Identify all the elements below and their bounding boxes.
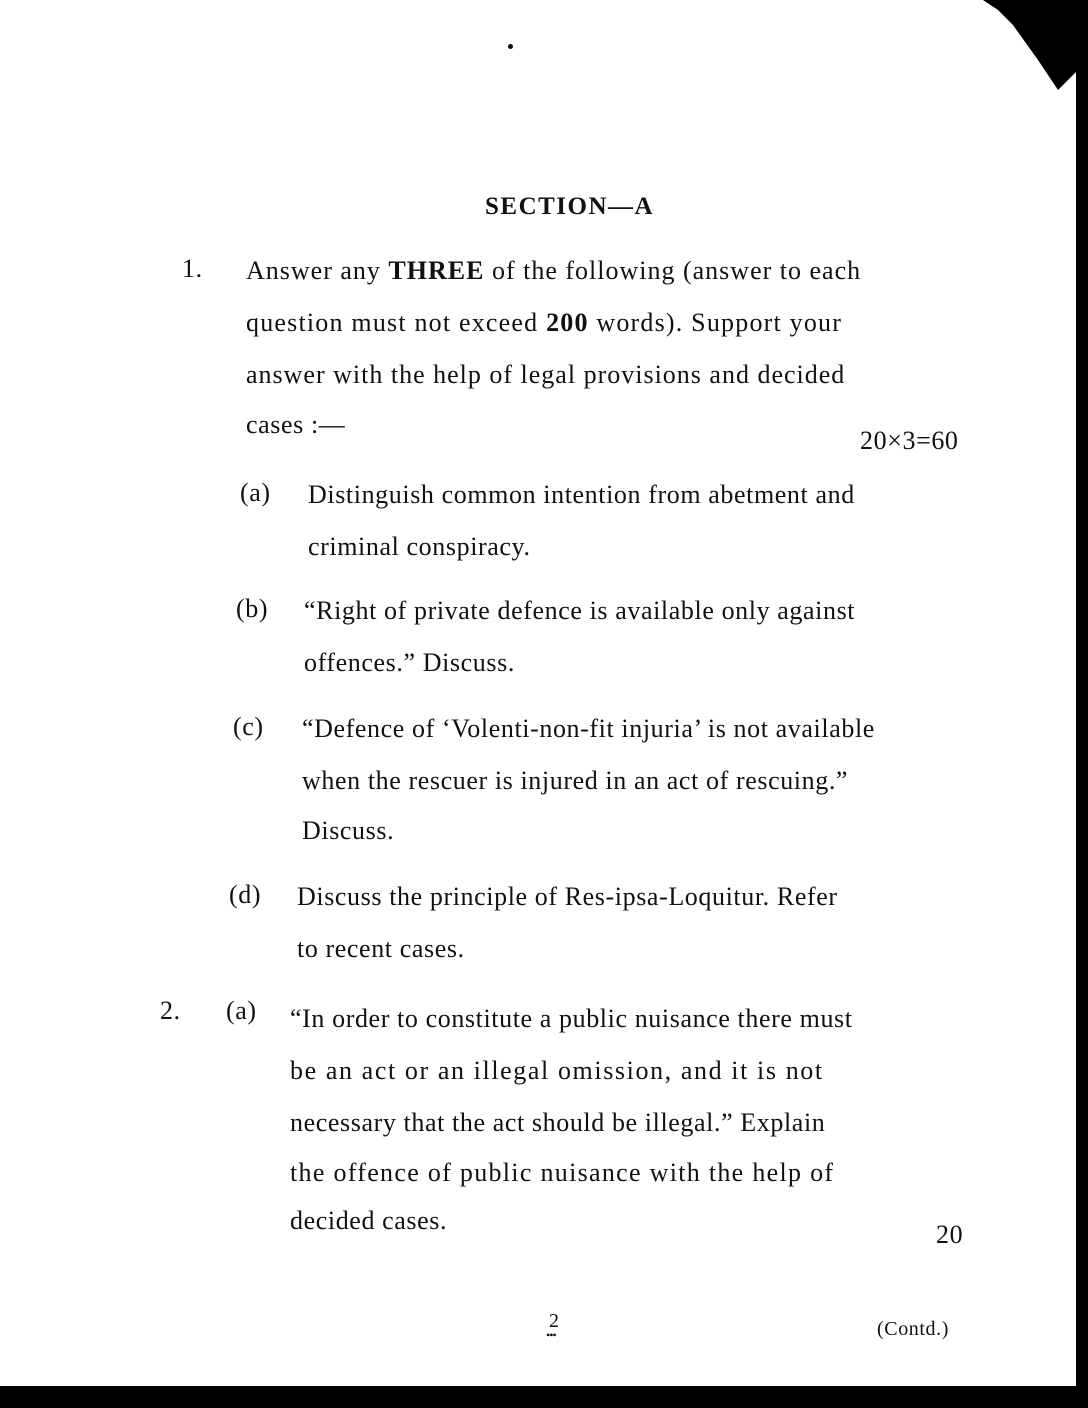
contd-label: (Contd.) — [877, 1318, 950, 1340]
q1-marks: 20×3=60 — [860, 426, 959, 455]
part-text: decided cases. — [290, 1206, 448, 1235]
part-text: offences.” Discuss. — [304, 648, 515, 677]
scan-edge-bottom — [0, 1386, 1088, 1408]
part-text: “In order to constitute a public nuisance there must — [290, 1004, 853, 1033]
page-number: 2 — [549, 1310, 560, 1332]
part-text: criminal conspiracy. — [308, 532, 531, 561]
page-marker: ••• — [546, 1328, 556, 1342]
part-text: to recent cases. — [297, 934, 465, 963]
q2-number: 2. — [160, 996, 181, 1025]
part-text: Discuss the principle of Res-ipsa-Loquitur. Refer — [297, 882, 838, 911]
part-text: when the rescuer is injured in an act of rescuing.” — [302, 766, 849, 795]
q1-number: 1. — [182, 254, 203, 283]
part-text: “Right of private defence is available only against — [304, 596, 856, 625]
part-text: Discuss. — [302, 816, 395, 845]
part-text: Distinguish common intention from abetment and — [308, 480, 855, 509]
part-text: the offence of public nuisance with the help of — [290, 1158, 835, 1187]
torn-corner — [928, 0, 1088, 100]
part-label: (d) — [229, 880, 262, 909]
part-label: (c) — [233, 712, 264, 741]
part-label: (a) — [226, 996, 257, 1025]
scan-speck — [508, 44, 513, 49]
part-text: “Defence of ‘Volenti-non-fit injuria’ is not available — [302, 714, 875, 743]
section-title: SECTION—A — [485, 193, 655, 220]
q2-marks: 20 — [936, 1220, 964, 1249]
part-label: (a) — [240, 478, 271, 507]
part-text: be an act or an illegal omission, and it is not — [290, 1056, 824, 1085]
part-label: (b) — [236, 594, 269, 623]
scan-edge-right — [1076, 0, 1088, 1408]
part-text: necessary that the act should be illegal.” Explain — [290, 1108, 826, 1137]
